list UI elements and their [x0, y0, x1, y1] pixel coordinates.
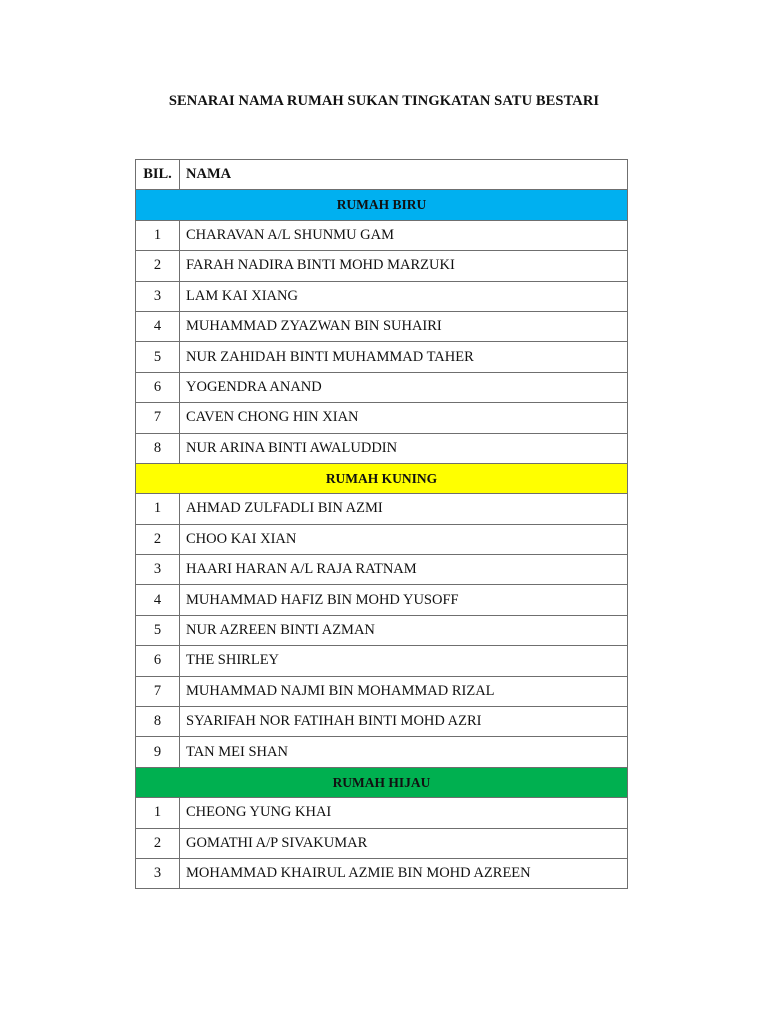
table-row — [136, 615, 628, 645]
nama-cell: MUHAMMAD HAFIZ BIN MOHD YUSOFF — [180, 585, 628, 615]
nama-cell: THE SHIRLEY — [180, 646, 628, 676]
house-row — [136, 463, 628, 493]
table-row — [136, 251, 628, 281]
nama-cell: GOMATHI A/P SIVAKUMAR — [180, 828, 628, 858]
house-name: RUMAH BIRU — [136, 190, 628, 220]
table-row — [136, 220, 628, 250]
nama-cell: TAN MEI SHAN — [180, 737, 628, 767]
table-row — [136, 585, 628, 615]
table-row — [136, 494, 628, 524]
bil-cell: 1 — [136, 494, 180, 524]
header-nama: NAMA — [180, 160, 628, 190]
nama-cell: CHEONG YUNG KHAI — [180, 798, 628, 828]
nama-cell: HAARI HARAN A/L RAJA RATNAM — [180, 555, 628, 585]
bil-cell: 1 — [136, 220, 180, 250]
house-name: RUMAH HIJAU — [136, 767, 628, 797]
bil-cell: 5 — [136, 615, 180, 645]
nama-cell: MUHAMMAD NAJMI BIN MOHAMMAD RIZAL — [180, 676, 628, 706]
house-row — [136, 190, 628, 220]
nama-cell: CHOO KAI XIAN — [180, 524, 628, 554]
table-row — [136, 433, 628, 463]
table-row — [136, 524, 628, 554]
table-row — [136, 311, 628, 341]
house-member-table — [135, 159, 628, 889]
bil-cell: 4 — [136, 311, 180, 341]
bil-cell: 2 — [136, 524, 180, 554]
table-row — [136, 372, 628, 402]
bil-cell: 5 — [136, 342, 180, 372]
nama-cell: NUR ARINA BINTI AWALUDDIN — [180, 433, 628, 463]
nama-cell: CHARAVAN A/L SHUNMU GAM — [180, 220, 628, 250]
bil-cell: 7 — [136, 403, 180, 433]
table-row — [136, 403, 628, 433]
nama-cell: MOHAMMAD KHAIRUL AZMIE BIN MOHD AZREEN — [180, 858, 628, 888]
bil-cell: 3 — [136, 281, 180, 311]
table-row — [136, 737, 628, 767]
table-row — [136, 676, 628, 706]
bil-cell: 6 — [136, 646, 180, 676]
bil-cell: 2 — [136, 251, 180, 281]
bil-cell: 2 — [136, 828, 180, 858]
bil-cell: 4 — [136, 585, 180, 615]
nama-cell: FARAH NADIRA BINTI MOHD MARZUKI — [180, 251, 628, 281]
nama-cell: NUR ZAHIDAH BINTI MUHAMMAD TAHER — [180, 342, 628, 372]
house-name: RUMAH KUNING — [136, 463, 628, 493]
bil-cell: 1 — [136, 798, 180, 828]
table-body — [136, 160, 628, 889]
nama-cell: YOGENDRA ANAND — [180, 372, 628, 402]
table-header-row — [136, 160, 628, 190]
nama-cell: LAM KAI XIANG — [180, 281, 628, 311]
table-row — [136, 555, 628, 585]
table-row — [136, 707, 628, 737]
table-row — [136, 828, 628, 858]
nama-cell: MUHAMMAD ZYAZWAN BIN SUHAIRI — [180, 311, 628, 341]
nama-cell: AHMAD ZULFADLI BIN AZMI — [180, 494, 628, 524]
nama-cell: CAVEN CHONG HIN XIAN — [180, 403, 628, 433]
bil-cell: 3 — [136, 555, 180, 585]
bil-cell: 3 — [136, 858, 180, 888]
table-row — [136, 646, 628, 676]
table-row — [136, 281, 628, 311]
document-title: SENARAI NAMA RUMAH SUKAN TINGKATAN SATU BESTARI — [168, 93, 600, 109]
bil-cell: 9 — [136, 737, 180, 767]
house-row — [136, 767, 628, 797]
bil-cell: 7 — [136, 676, 180, 706]
table-row — [136, 798, 628, 828]
nama-cell: SYARIFAH NOR FATIHAH BINTI MOHD AZRI — [180, 707, 628, 737]
bil-cell: 6 — [136, 372, 180, 402]
bil-cell: 8 — [136, 707, 180, 737]
header-bil: BIL. — [136, 160, 180, 190]
bil-cell: 8 — [136, 433, 180, 463]
nama-cell: NUR AZREEN BINTI AZMAN — [180, 615, 628, 645]
table-row — [136, 858, 628, 888]
table-row — [136, 342, 628, 372]
